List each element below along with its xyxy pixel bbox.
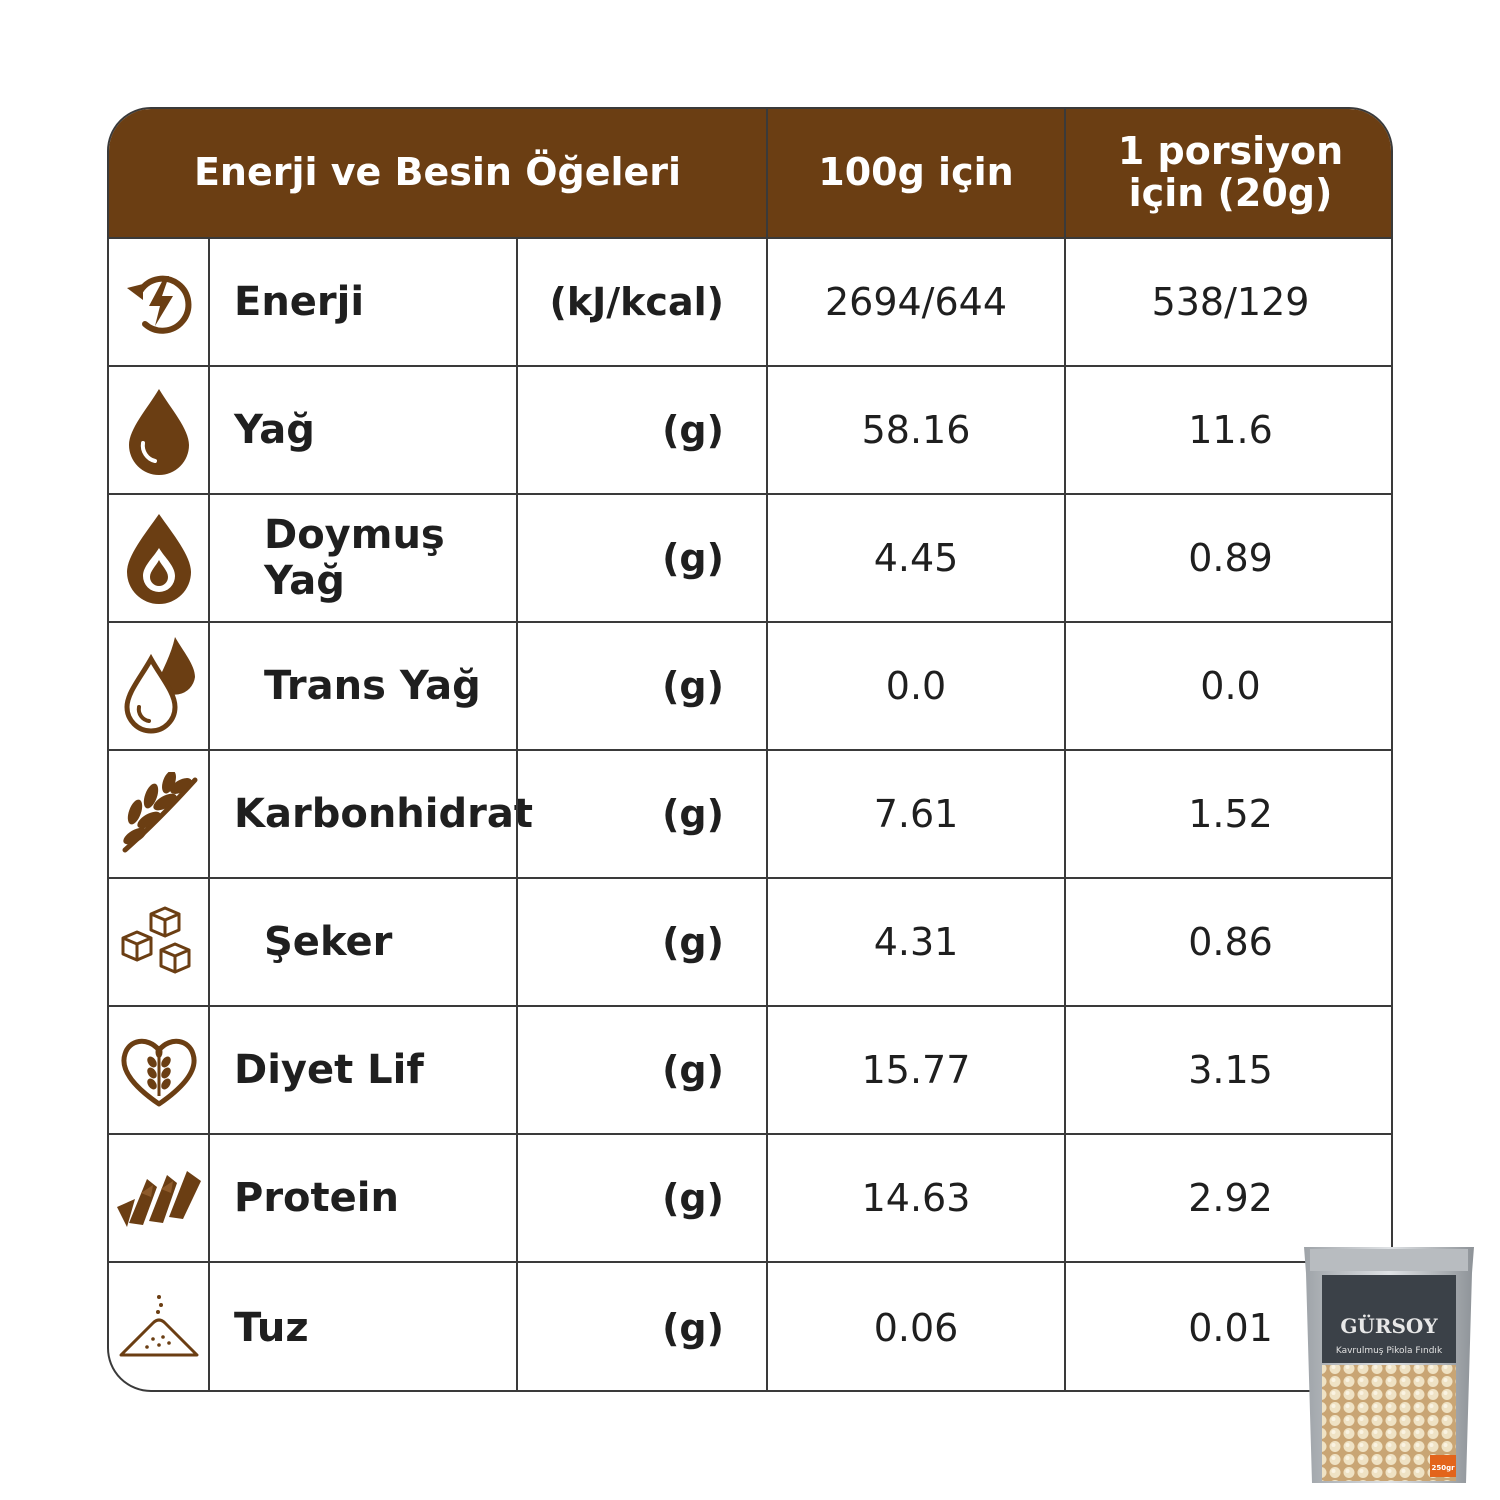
nutrient-name: Protein	[208, 1135, 516, 1261]
table-row-saturated-fat	[109, 493, 1391, 621]
nutrient-unit: (g)	[516, 495, 766, 621]
header-portion-line1: 1 porsiyon	[1117, 129, 1344, 174]
trans-fat-icon	[109, 623, 208, 749]
header-portion-line2: için (20g)	[1128, 171, 1333, 215]
fiber-heart-icon	[109, 1007, 208, 1133]
nutrient-unit: (g)	[516, 1263, 766, 1392]
value-per-portion: 0.89	[1064, 495, 1393, 621]
svg-text:250gr: 250gr	[1431, 1464, 1455, 1472]
table-row-protein	[109, 1133, 1391, 1261]
header-nutrients: Enerji ve Besin Öğeleri	[193, 150, 682, 195]
salt-pile-icon	[109, 1263, 208, 1392]
table-row-energy	[109, 237, 1391, 365]
nutrient-name: Tuz	[208, 1263, 516, 1392]
nutrient-name: Yağ	[208, 367, 516, 493]
saturated-fat-icon	[109, 495, 208, 621]
svg-text:GÜRSOY: GÜRSOY	[1340, 1314, 1438, 1338]
nutrient-name: Doymuş Yağ	[208, 495, 516, 621]
nutrient-name: Trans Yağ	[208, 623, 516, 749]
value-per-100g: 7.61	[766, 751, 1064, 877]
value-per-100g: 0.0	[766, 623, 1064, 749]
nutrition-table	[107, 107, 1393, 1392]
value-per-100g: 58.16	[766, 367, 1064, 493]
header-per-portion	[1064, 109, 1393, 237]
value-per-portion: 11.6	[1064, 367, 1393, 493]
nutrient-unit: (g)	[516, 1007, 766, 1133]
table-row-fiber	[109, 1005, 1391, 1133]
value-per-100g: 15.77	[766, 1007, 1064, 1133]
nutrient-unit: (g)	[516, 367, 766, 493]
table-row-sugar	[109, 877, 1391, 1005]
nutrient-unit: (g)	[516, 751, 766, 877]
value-per-portion: 3.15	[1064, 1007, 1393, 1133]
nutrient-unit: (g)	[516, 1135, 766, 1261]
fat-drop-icon	[109, 367, 208, 493]
nutrient-unit: (g)	[516, 623, 766, 749]
nutrient-name: Enerji	[208, 239, 516, 365]
table-row-carbohydrate	[109, 749, 1391, 877]
value-per-portion: 0.01	[1064, 1263, 1393, 1392]
nutrient-name: Karbonhidrat	[208, 751, 516, 877]
value-per-100g: 2694/644	[766, 239, 1064, 365]
table-row-salt	[109, 1261, 1391, 1392]
nutrient-name: Diyet Lif	[208, 1007, 516, 1133]
table-row-trans-fat	[109, 621, 1391, 749]
table-row-fat	[109, 365, 1391, 493]
value-per-portion: 0.86	[1064, 879, 1393, 1005]
protein-helix-icon	[109, 1135, 208, 1261]
sugar-cubes-icon	[109, 879, 208, 1005]
value-per-100g: 14.63	[766, 1135, 1064, 1261]
value-per-portion: 1.52	[1064, 751, 1393, 877]
nutrient-name: Şeker	[208, 879, 516, 1005]
table-header	[109, 109, 1391, 237]
header-per-100g: 100g için	[766, 109, 1064, 237]
svg-text:Kavrulmuş Pikola Fındık: Kavrulmuş Pikola Fındık	[1335, 1346, 1443, 1356]
value-per-100g: 4.31	[766, 879, 1064, 1005]
value-per-100g: 0.06	[766, 1263, 1064, 1392]
energy-icon	[109, 239, 208, 365]
product-package-image	[1300, 1245, 1478, 1485]
wheat-icon	[109, 751, 208, 877]
nutrient-unit: (kJ/kcal)	[516, 239, 766, 365]
nutrient-unit: (g)	[516, 879, 766, 1005]
value-per-portion: 2.92	[1064, 1135, 1393, 1261]
value-per-100g: 4.45	[766, 495, 1064, 621]
value-per-portion: 0.0	[1064, 623, 1393, 749]
value-per-portion: 538/129	[1064, 239, 1393, 365]
